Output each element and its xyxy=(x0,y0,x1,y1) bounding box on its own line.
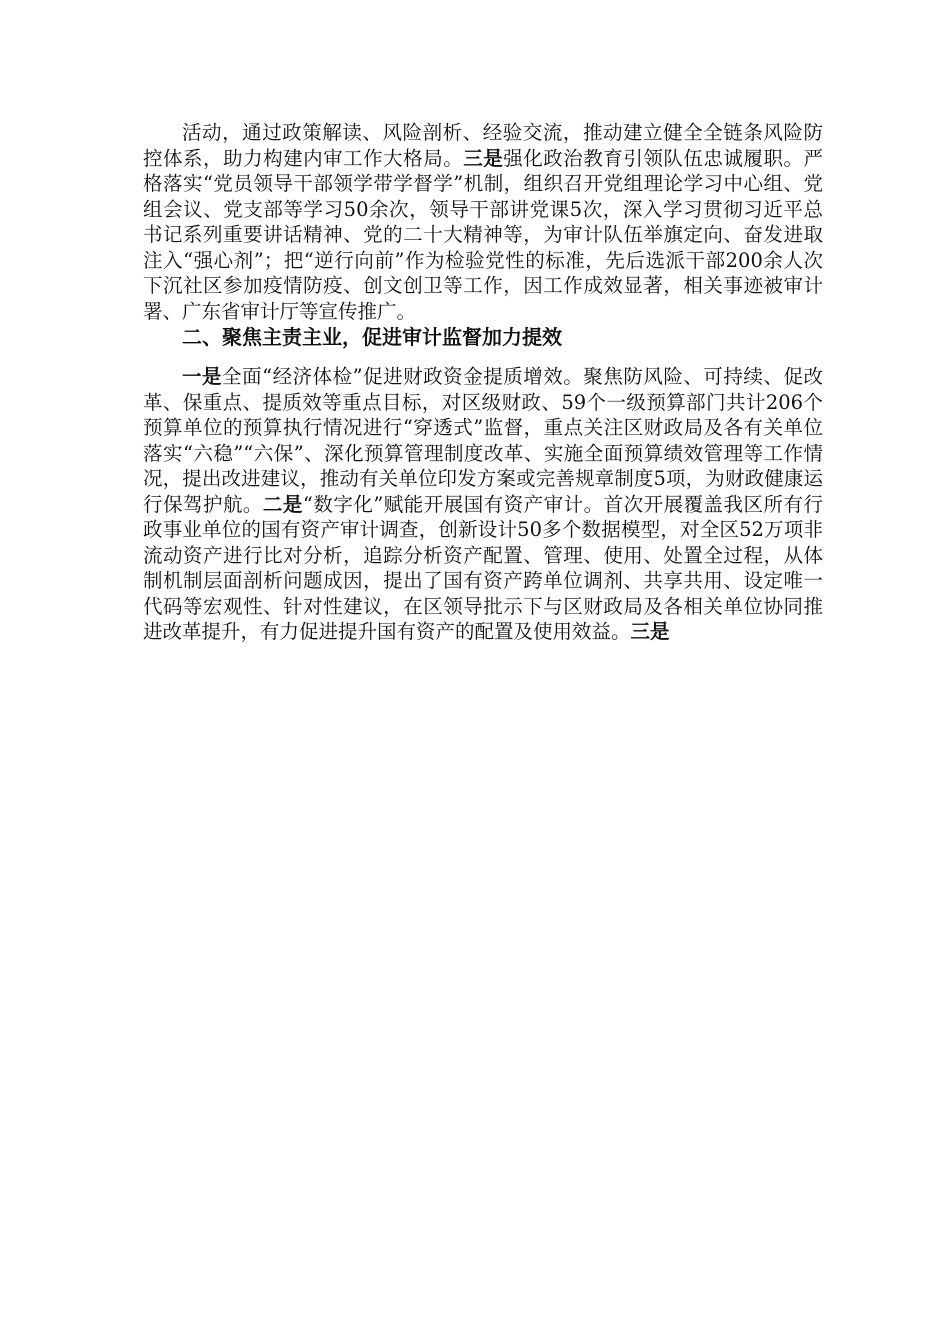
paragraph-2 xyxy=(143,364,823,645)
paragraph-2-keyword-sanshi: 三是 xyxy=(630,620,670,643)
paragraph-1-text-b: 强化政治教育引领队伍忠诚履职。严格落实“党员领导干部领学带学督学”机制，组织召开党组理论学习中心组、党组会议、党支部等学习50余次，领导干部讲党课5次，深入学习贯彻习近平总书记系列重要讲话精神、党的二十大精神等，为审计队伍举旗定向、奋发进取注入“强心剂”；把“逆行向前”作为检验党性的标准，先后选派干部200余人次下沉社区参加疫情防疫、创文创卫等工作，因工作成效显著，相关事迹被审计署、广东省审计厅等宣传推广。 xyxy=(143,146,823,323)
paragraph-1 xyxy=(143,120,823,324)
paragraph-2-keyword-yishi: 一是 xyxy=(182,365,223,388)
paragraph-2-text-a: 全面“经济体检”促进财政资金提质增效。聚焦防风险、可持续、促改革、保重点、提质效等重点目标，对区级财政、59个一级预算部门共计206个预算单位的预算执行情况进行“穿透式”监督，重点关注区财政局及各有关单位落实“六稳”“六保”、深化预算管理制度改革、实施全面预算绩效管理等工作情况，提出改进建议，推动有关单位印发方案或完善规章制度5项，为财政健康运行保驾护航。 xyxy=(143,365,823,516)
paragraph-2-keyword-ershi: 二是 xyxy=(262,492,303,516)
paragraph-1-text-a: 活动，通过政策解读、风险剖析、经验交流，推动建立健全全链条风险防控体系，助力构建内审工作大格局。 xyxy=(143,121,823,170)
section-heading-2: 二、聚焦主责主业，促进审计监督加力提效 xyxy=(182,325,562,349)
document-page xyxy=(143,120,823,645)
paragraph-2-text-b: “数字化”赋能开展国有资产审计。首次开展覆盖我区所有行政事业单位的国有资产审计调查，创新设计50多个数据模型，对全区52万项非流动资产进行比对分析，追踪分析资产配置、管理、使用、处置全过程，从体制机制层面剖析问题成因，提出了国有资产跨单位调剂、共享共用、设定唯一代码等宏观性、针对性建议，在区领导批示下与区财政局及各相关单位协同推进改革提升，有力促进提升国有资产的配置及使用效益。 xyxy=(143,492,823,643)
paragraph-1-keyword-sanshi: 三是 xyxy=(463,146,504,170)
